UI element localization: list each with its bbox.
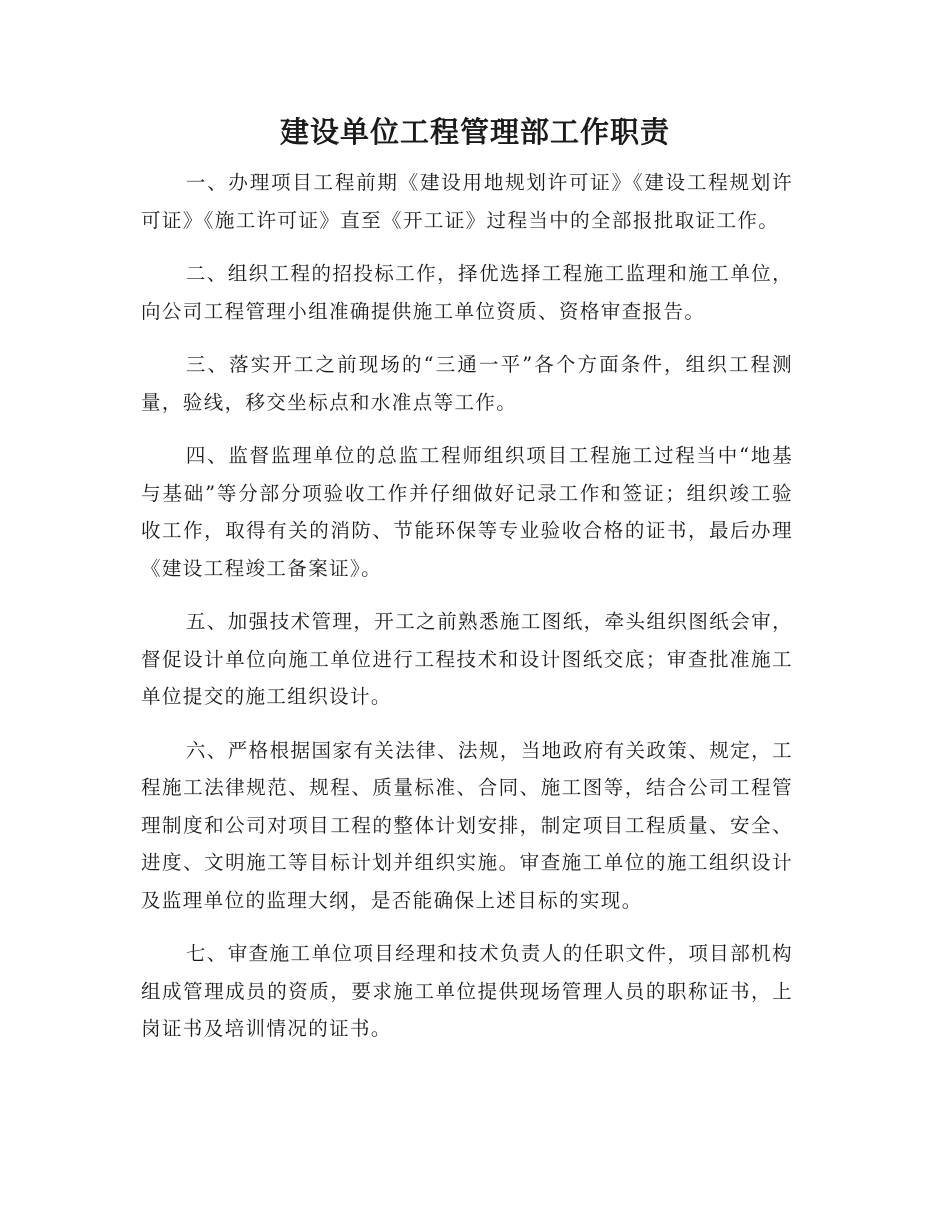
paragraph-7: 七、审查施工单位项目经理和技术负责人的任职文件，项目部机构组成管理成员的资质，要求施工单位提供现场管理人员的职称证书，上岗证书及培训情况的证书。 [141,942,793,1040]
document-title: 建设单位工程管理部工作职责 [279,115,670,149]
paragraph-2: 二、组织工程的招投标工作，择优选择工程施工监理和施工单位，向公司工程管理小组准确提供施工单位资质、资格审查报告。 [141,262,793,323]
paragraph-3: 三、落实开工之前现场的“三通一平”各个方面条件，组织工程测量，验线，移交坐标点和水准点等工作。 [141,353,793,414]
paragraph-1: 一、办理项目工程前期《建设用地规划许可证》《建设工程规划许可证》《施工许可证》直至《开工证》过程当中的全部报批取证工作。 [141,171,793,232]
paragraph-4: 四、监督监理单位的总监工程师组织项目工程施工过程当中“地基与基础”等分部分项验收工作并仔细做好记录工作和签证；组织竣工验收工作，取得有关的消防、节能环保等专业验收合格的证书，最后办理《建设工程竣工备案证》。 [141,444,793,580]
paragraph-6: 六、严格根据国家有关法律、法规，当地政府有关政策、规定，工程施工法律规范、规程、质量标准、合同、施工图等，结合公司工程管理制度和公司对项目工程的整体计划安排，制定项目工程质量、安全、进度、文明施工等目标计划并组织实施。审查施工单位的施工组织设计及监理单位的监理大纲，是否能确保上述目标的实现。 [141,738,793,912]
paragraph-5: 五、加强技术管理，开工之前熟悉施工图纸，牵头组织图纸会审，督促设计单位向施工单位进行工程技术和设计图纸交底；审查批准施工单位提交的施工组织设计。 [141,610,793,708]
document-body [141,164,793,1064]
